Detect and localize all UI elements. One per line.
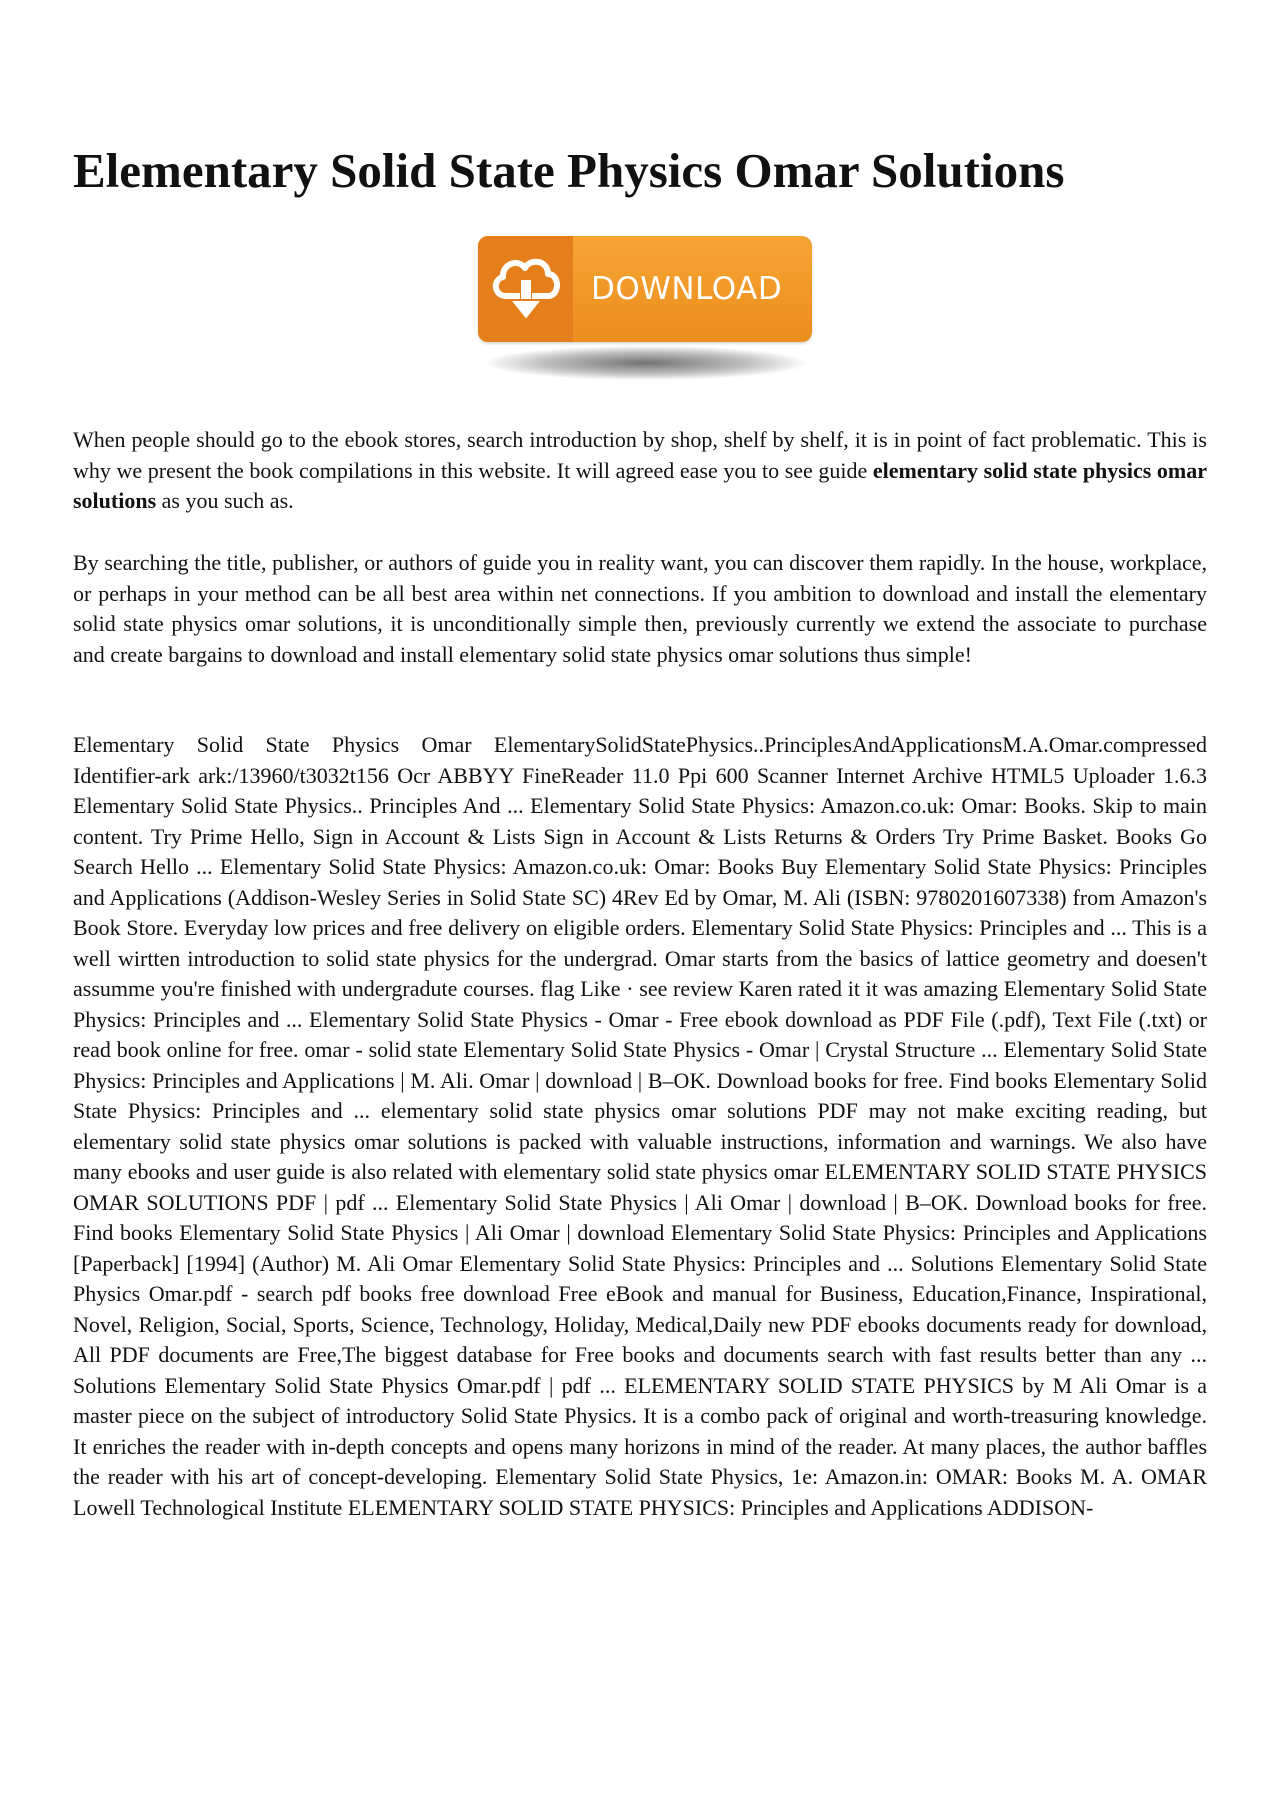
cloud-download-icon (488, 250, 564, 328)
download-icon-box (478, 236, 573, 342)
search-paragraph: By searching the title, publisher, or authors of guide you in reality want, you can discover them rapidly. In the house, workplace, or perhaps in your method can be all best area within net connections. If you ambition to download and install the elementary solid state physics omar solutions, it is unconditionally simple then, previously currently we extend the associate to purchase and create bargains to download and install elementary solid state physics omar solutions thus simple! (73, 550, 1207, 667)
download-button-label: DOWNLOAD (591, 271, 783, 307)
download-banner (466, 228, 826, 388)
download-button[interactable] (478, 236, 812, 342)
intro-text-bold: elementary solid state physics omar solutions (73, 457, 1207, 513)
body-paragraph: Elementary Solid State Physics Omar ElementarySolidStatePhysics..PrinciplesAndApplicationsM.A.Omar.compressed Identifier-ark ark:/13960/t3032t156 Ocr ABBYY FineReader 11.0 Ppi 600 Scanner Internet Archive HTML5 Uploader 1.6.3 Elementary Solid State Physics.. Principles And ... Elementary Solid State Physics: Amazon.co.uk: Omar: Books. Skip to main content. Try Prime Hello, Sign in Account & Lists Sign in Account & Lists Returns & Orders Try Prime Basket. Books Go Search Hello ... Elementary Solid State Physics: Amazon.co.uk: Omar: Books Buy Elementary Solid State Physics: Principles and Applications (Addison-Wesley Series in Solid State SC) 4Rev Ed by Omar, M. Ali (ISBN: 9780201607338) from Amazon's Book Store. Everyday low prices and free delivery on eligible orders. Elementary Solid State Physics: Principles and ... This is a well wirtten introduction to solid state physics for the undergrad. Omar starts from the basics of lattice geometry and doesen't assumme you're finished with undergradute courses. flag Like · see review Karen rated it it was amazing Elementary Solid State Physics: Principles and ... Elementary Solid State Physics - Omar - Free ebook download as PDF File (.pdf), Text File (.txt) or read book online for free. omar - solid state Elementary Solid State Physics - Omar | Crystal Structure ... Elementary Solid State Physics: Principles and Applications | M. Ali. Omar | download | B–OK. Download books for free. Find books Elementary Solid State Physics: Principles and ... elementary solid state physics omar solutions PDF may not make exciting reading, but elementary solid state physics omar solutions is packed with valuable instructions, information and warnings. We also have many ebooks and user guide is also related with elementary solid state physics omar ELEMENTARY SOLID STATE PHYSICS OMAR SOLUTIONS PDF | pdf ... Elementary Solid State Physics | Ali Omar | download | B–OK. Download books for free. Find books Elementary Solid State Physics | Ali Omar | download Elementary Solid State Physics: Principles and Applications [Paperback] [1994] (Author) M. Ali Omar Elementary Solid State Physics: Principles and ... Solutions Elementary Solid State Physics Omar.pdf - search pdf books free download Free eBook and manual for Business, Education,Finance, Inspirational, Novel, Religion, Social, Sports, Science, Technology, Holiday, Medical,Daily new PDF ebooks documents ready for download, All PDF documents are Free,The biggest database for Free books and documents search with fast results better than any ... Solutions Elementary Solid State Physics Omar.pdf | pdf ... ELEMENTARY SOLID STATE PHYSICS by M Ali Omar is a master piece on the subject of introductory Solid State Physics. It is a combo pack of original and worth-treasuring knowledge. It enriches the reader with in-depth concepts and opens many horizons in mind of the reader. At many places, the author baffles the reader with his art of concept-developing. Elementary Solid State Physics, 1e: Amazon.in: OMAR: Books M. A. OMAR Lowell Technological Institute ELEMENTARY SOLID STATE PHYSICS: Principles and Applications ADDISON- (73, 732, 1207, 1520)
intro-text-after: as you such as. (156, 488, 294, 513)
intro-paragraph (73, 425, 1207, 517)
page-title: Elementary Solid State Physics Omar Solutions (73, 143, 1065, 198)
download-button-shadow (486, 346, 806, 380)
intro-text-before: When people should go to the ebook stores, search introduction by shop, shelf by shelf, it is in point of fact problematic. This is why we present the book compilations in this website. It will agreed ease you to see guide (73, 427, 1207, 483)
